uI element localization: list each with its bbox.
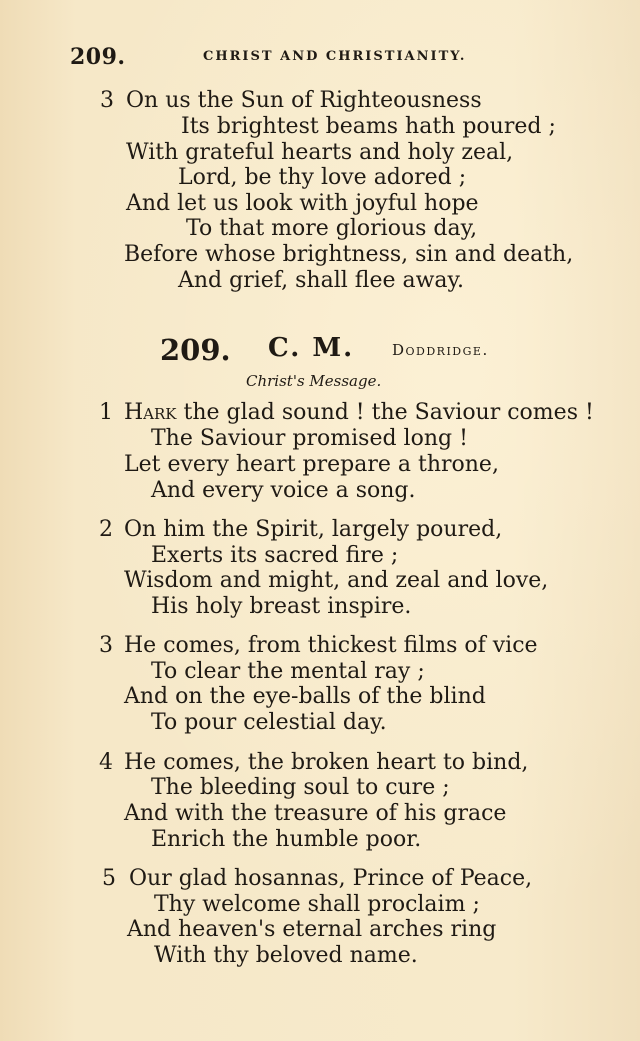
hymn-author: Doddridge. [392, 341, 489, 359]
stanza-number: 3 [99, 633, 113, 658]
verse-line: And heaven's eternal arches ring [127, 917, 497, 942]
verse-line: Our glad hosannas, Prince of Peace, [129, 866, 533, 891]
stanza-number: 1 [99, 400, 113, 425]
verse-line: And every voice a song. [151, 478, 416, 503]
verse-line: The bleeding soul to cure ; [151, 775, 450, 800]
stanza-number: 2 [99, 517, 113, 542]
verse-line: On him the Spirit, largely poured, [124, 517, 503, 542]
verse-line: Wisdom and might, and zeal and love, [124, 568, 549, 593]
first-line-rest: the glad sound ! the Saviour comes ! [176, 400, 594, 425]
verse-line: Thy welcome shall proclaim ; [154, 892, 480, 917]
verse-line: On us the Sun of Righteousness [126, 88, 482, 113]
verse-line: And with the treasure of his grace [124, 801, 507, 826]
verse-line: His holy breast inspire. [151, 594, 412, 619]
stanza-number: 5 [102, 866, 116, 891]
hymn-subtitle: Christ's Message. [246, 372, 382, 390]
verse-line: Enrich the humble poor. [151, 827, 422, 852]
verse-line: Lord, be thy love adored ; [178, 165, 467, 190]
drop-word: Hark [124, 400, 177, 425]
verse-line: Exerts its sacred fire ; [151, 543, 399, 568]
verse-line: To clear the mental ray ; [151, 659, 425, 684]
verse-line: Its brightest beams hath poured ; [181, 114, 556, 139]
verse-line: To pour celestial day. [151, 710, 387, 735]
verse-line: He comes, the broken heart to bind, [124, 750, 529, 775]
page-number: 209. [70, 44, 126, 70]
verse-line: With thy beloved name. [154, 943, 418, 968]
stanza-number: 3 [100, 88, 114, 113]
page-title: CHRIST AND CHRISTIANITY. [203, 49, 467, 64]
verse-line: The Saviour promised long ! [151, 426, 468, 451]
verse-line: Before whose brightness, sin and death, [124, 242, 574, 267]
verse-line: And let us look with joyful hope [126, 191, 479, 216]
running-header [70, 44, 590, 74]
verse-line [124, 402, 594, 424]
verse-line: And grief, shall flee away. [178, 268, 465, 293]
verse-line: He comes, from thickest films of vice [124, 633, 538, 658]
verse-line: And on the eye-balls of the blind [124, 684, 486, 709]
verse-line: To that more glorious day, [186, 216, 478, 241]
verse-line: With grateful hearts and holy zeal, [126, 140, 514, 165]
stanza-number: 4 [99, 750, 113, 775]
hymn-meter: C. M. [268, 333, 355, 363]
hymn-number: 209. [160, 333, 231, 367]
verse-line: Let every heart prepare a throne, [124, 452, 499, 477]
